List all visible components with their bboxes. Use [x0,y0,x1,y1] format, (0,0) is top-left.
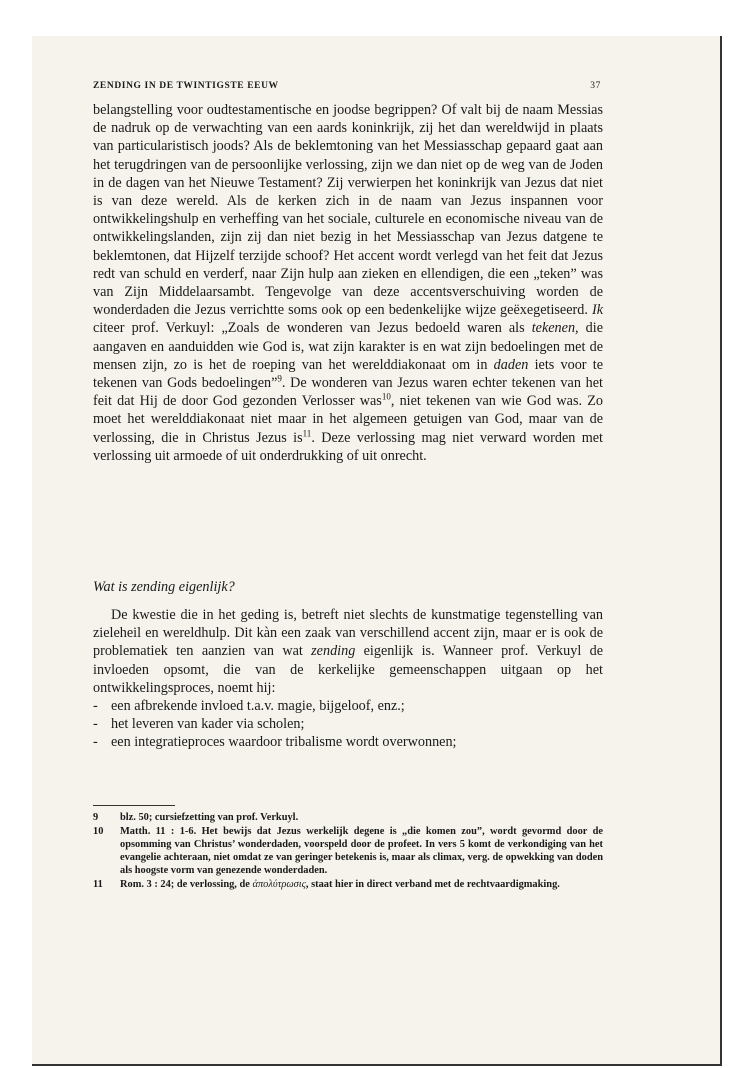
footnote-9: 9 blz. 50; cursiefzetting van prof. Verkuyl. [93,812,299,823]
italic-tekenen: tekenen, [531,320,579,337]
footnotes [93,811,603,892]
paragraph-1: belangstelling voor oudtestamentische en joodse begrippen? Of valt bij de naam Messias de nadruk op de verwachting van een aards koninkrijk, zij het dan wereldwijd in plaats van particularistisch joods? Als de beklemtoning van het Messiasschap gepaard gaat aan het terugdringen van de persoonlijke verlossing, zijn we dan niet op de weg van de Joden in de dagen van het Nieuwe Testament? Zij verwierpen het koninkrijk van Jezus dat niet is van deze wereld. Als de kerken zich in de naam van Jezus inspannen voor ontwikkelingshulp en verheffing van het sociale, culturele en economische niveau van de ontwikkelingslanden, zijn zij dan niet bezig in het Messiasschap van Jezus datgene te beklemtonen, dat Hijzelf terzijde schoof? Het accent wordt verlegd van het feit dat Jezus redt van schuld en verderf, naar Zijn hulp aan zieken en ellendigen, die een „teken” was van Zijn Middelaarsambt. Tengevolge van deze accentsverschuiving worden de wonderdaden die Jezus verrichtte soms ook op een bedenkelijke wijze geëxegetiseerd. Ik citeer prof. Verkuyl: „Zoals de wonderen van Jezus bedoeld waren als tekenen, die aangaven en aanduidden wie God is, wat zijn karakter is en wat zijn bedoelingen met de mensen zijn, zo is het de roeping van het werelddiakonaat om in daden iets voor te tekenen van Gods bedoelingen”$^9$. De wonderen van Jezus waren echter tekenen van het feit dat Hij de door God gezonden Verlosser was$^{10}$, niet tekenen van wie God was. Zo moet het werelddiakonaat niet maar in het algemeen getuigen van God, maar van de verlossing, die in Christus Jezus $is^{11}$. Deze verlossing mag niet verward worden met verlossing uit armoede of uit onderdrukking of uit onrecht. [93,102,603,464]
running-header [93,81,601,95]
greek-term: ἀπολύτρωσις [252,879,306,890]
paragraph-2: De kwestie die in het geding is, betreft niet slechts de kunstmatige tegenstelling van zieleheil en wereldhulp. Dit kàn een zaak van verschillend accent zijn, maar er is ook de problematiek ten aanzien van wat zending eigenlijk is. Wanneer prof. Verkuyl de invloeden opsomt, die van de kerkelijke gemeenschappen uitgaan op het ontwikkelingsproces, noemt hij: - een afbrekende invloed t.a.v. magie, bijgeloof, enz.; - het leveren van kader via scholen; - een integratieproces waardoor tribalisme wordt overwonnen; [93,607,603,751]
footnote-number: 9 [93,812,99,823]
italic-zending: zending [311,643,356,660]
list-dash: - [93,734,98,751]
footnote-number: 11 [93,879,103,890]
footnote-ref-9: 9 [277,373,282,384]
footnote-separator [93,805,175,806]
italic-daden: daden [493,356,529,373]
italic-ik: Ik [591,302,603,319]
list-item: - het leveren van kader via scholen; [93,716,305,733]
footnote-10: 10 Matth. 11 : 1-6. Het bewijs dat Jezus werkelijk degene is „die komen zou”, wordt gevormd door de opsomming van Christus’ wonderdaden, voorspeld door de profeet. In vers 5 komt de verkondiging van het evangelie achteraan, niet omdat ze van geringer betekenis is, maar als climax, verg. de opwekking van doden als hoogste vorm van genezende wonderdaden. [93,826,603,876]
footnote-ref-10: 10 [381,391,391,402]
section-heading: Wat is zending eigenlijk? [93,579,235,595]
page-number: 37 [590,81,601,91]
list-dash: - [93,698,98,715]
list-item: - een afbrekende invloed t.a.v. magie, bijgeloof, enz.; [93,698,405,715]
running-title: ZENDING IN DE TWINTIGSTE EEUW [93,81,279,91]
list-dash: - [93,716,98,733]
footnote-11: 11 Rom. 3 : 24; de verlossing, de ἀπολύτρωσις, staat hier in direct verband met de rechtvaardigmaking. [93,879,560,890]
footnote-number: 10 [93,826,104,837]
list-item: - een integratieproces waardoor tribalisme wordt overwonnen; [93,734,457,751]
footnote-ref-11: 11 [302,427,312,438]
influence-list [93,697,603,752]
